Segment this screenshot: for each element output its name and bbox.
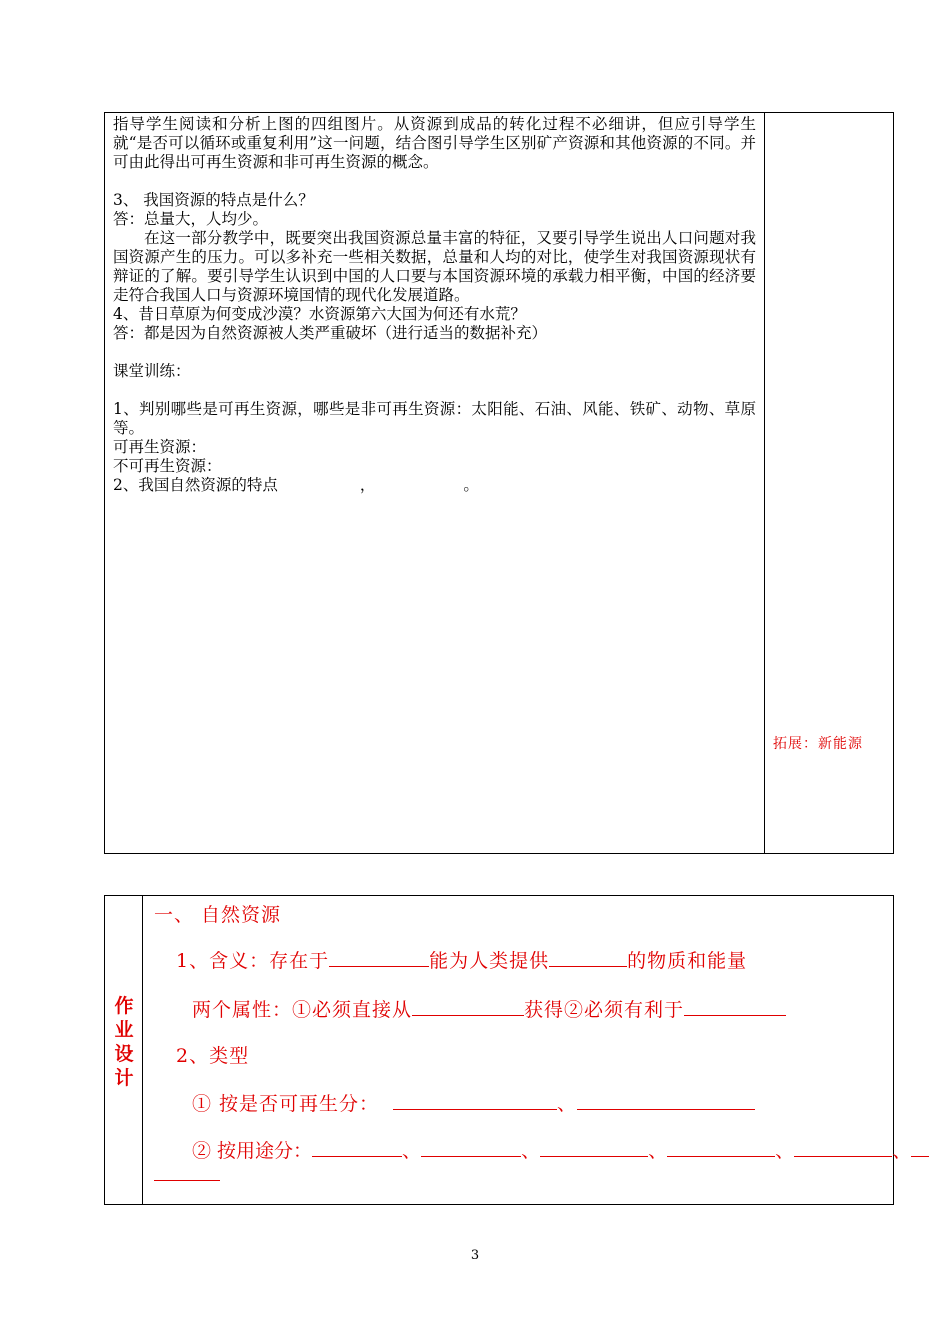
teaching-note-paragraph: 在这一部分教学中，既要突出我国资源总量丰富的特征，又要引导学生说出人口问题对我国资源产生的压力。可以多补充一些相关数据，总量和人均的对比，使学生对我国资源现状有辩证的了解。要引导学生认识到中国的人口要与本国资源环境的承载力相平衡，中国的经济要走符合我国人口与资源环境国情的现代化发展道路。 (113, 229, 756, 304)
separator: 、 (557, 1093, 578, 1115)
homework-label-cell (105, 896, 143, 1204)
fill-blank[interactable] (329, 948, 429, 967)
homework-label-char: 设 (114, 1043, 134, 1065)
question-3: 3、 我国资源的特点是什么？ (113, 191, 314, 209)
definition-text: 1、含义：存在于 (176, 950, 330, 972)
separator: 、 (648, 1140, 668, 1162)
classification-text: ① 按是否可再生分： (192, 1093, 380, 1115)
homework-label-char: 业 (114, 1019, 134, 1041)
fill-blank[interactable] (549, 948, 627, 967)
fill-blank[interactable] (577, 1091, 755, 1110)
fill-blank[interactable] (794, 1138, 892, 1157)
usage-classification-line (192, 1136, 929, 1163)
exercise-2-end: 。 (463, 476, 479, 494)
separator: 、 (402, 1140, 422, 1162)
attributes-line (192, 995, 786, 1022)
nonrenewable-label: 不可再生资源： (113, 457, 222, 475)
fill-blank[interactable] (684, 997, 786, 1016)
types-heading: 2、类型 (176, 1045, 250, 1067)
renewable-label: 可再生资源： (113, 438, 207, 456)
definition-line (176, 946, 747, 973)
usage-classification-continuation (154, 1162, 220, 1186)
renewable-classification-line (192, 1089, 755, 1116)
question-4: 4、昔日草原为何变成沙漠？水资源第六大国为何还有水荒？ (113, 305, 526, 323)
fill-blank[interactable] (667, 1138, 775, 1157)
fill-blank[interactable] (911, 1138, 929, 1157)
separator: 、 (775, 1140, 795, 1162)
homework-content-cell (144, 896, 912, 1204)
homework-label (105, 994, 143, 1090)
exercise-2 (113, 476, 756, 495)
homework-heading: 一、 自然资源 (154, 904, 282, 926)
fill-blank[interactable] (312, 1138, 402, 1157)
attributes-text: 获得②必须有利于 (524, 999, 685, 1021)
fill-blank[interactable] (540, 1138, 648, 1157)
practice-title: 课堂训练： (113, 362, 191, 380)
fill-blank[interactable] (421, 1138, 521, 1157)
answer-4: 答：都是因为自然资源被人类严重破坏（进行适当的数据补充） (113, 324, 548, 342)
separator: 、 (892, 1140, 912, 1162)
lesson-content-cell (105, 113, 765, 853)
fill-blank[interactable] (154, 1162, 220, 1181)
answer-3: 答：总量大，人均少。 (113, 210, 269, 228)
definition-text: 的物质和能量 (627, 950, 748, 972)
side-notes-cell (765, 113, 893, 853)
homework-label-char: 作 (114, 995, 134, 1017)
classification-text: ② 按用途分： (192, 1140, 313, 1162)
guidance-paragraph: 指导学生阅读和分析上图的四组图片。从资源到成品的转化过程不必细讲，但应引导学生就“是否可以循环或重复利用”这一问题，结合图引导学生区别矿产资源和其他资源的不同。并可由此得出可再生资源和非可再生资源的概念。 (113, 115, 756, 171)
exercise-2-prefix: 2、我国自然资源的特点 (113, 476, 278, 494)
homework-label-char: 计 (114, 1067, 134, 1089)
exercise-1: 1、判别哪些是可再生资源，哪些是非可再生资源：太阳能、石油、风能、铁矿、动物、草原等。 (113, 400, 756, 437)
attributes-text: 两个属性：①必须直接从 (192, 999, 413, 1021)
definition-text: 能为人类提供 (429, 950, 550, 972)
fill-blank[interactable] (412, 997, 524, 1016)
lesson-table (104, 112, 894, 854)
exercise-2-comma: ， (359, 476, 376, 494)
separator: 、 (521, 1140, 541, 1162)
page-number: 3 (470, 1248, 480, 1263)
expand-note: 拓展：新能源 (773, 736, 863, 752)
homework-table (104, 895, 912, 1205)
fill-blank[interactable] (393, 1091, 557, 1110)
